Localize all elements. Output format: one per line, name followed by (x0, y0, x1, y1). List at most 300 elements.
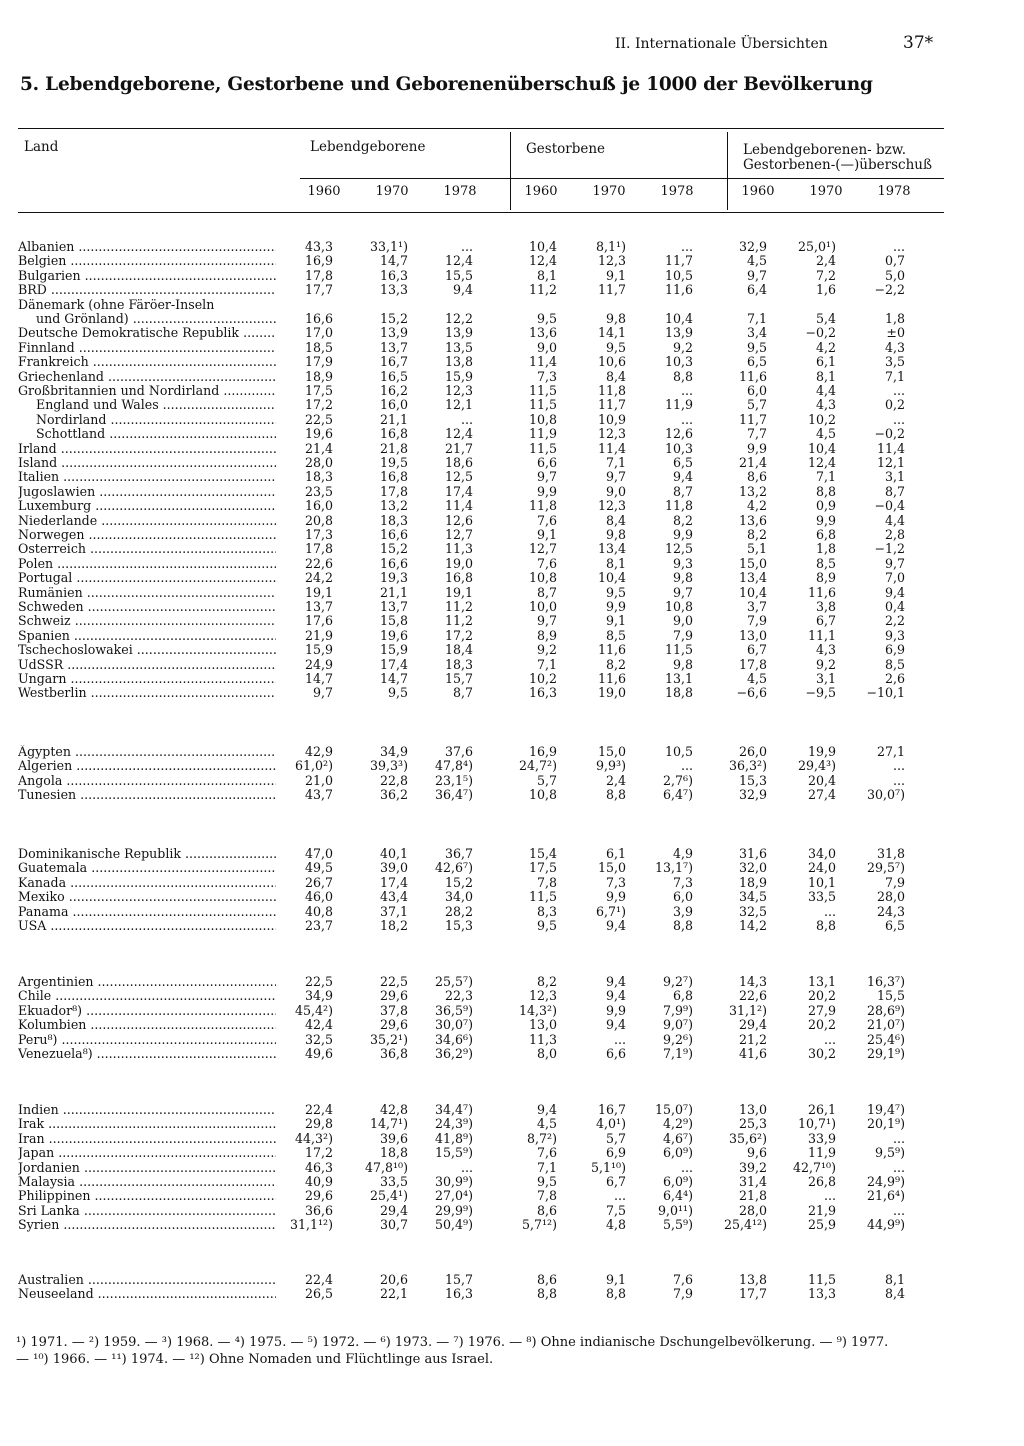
country-name: Dominikanische Republik ..... (18, 847, 276, 861)
value-cell: 43,3 (304, 239, 333, 254)
value-cell: 31,1¹²) (289, 1217, 333, 1233)
value-cell: 8,7 (884, 483, 905, 499)
value-cell: ... (613, 1188, 626, 1204)
value-cell: 4,5 (746, 671, 767, 686)
value-cell: 20,8 (304, 512, 333, 528)
year-header: 1960 (524, 184, 558, 199)
table-row (0, 1103, 1024, 1117)
value-cell: 10,9 (597, 411, 626, 427)
table-row (0, 427, 1024, 441)
value-cell: 12,3 (597, 253, 626, 269)
value-cell: 25,5⁷) (434, 974, 473, 989)
value-cell: 11,7 (597, 282, 626, 298)
value-cell: 21,9 (807, 1202, 836, 1218)
value-cell: 31,6 (738, 846, 767, 861)
value-cell: 12,1 (444, 397, 473, 413)
value-cell: 36,7 (444, 846, 473, 861)
value-cell: 2,4 (815, 253, 836, 269)
value-cell: 7,0 (884, 570, 905, 586)
value-cell: 6,6 (536, 455, 557, 470)
value-cell: 9,9 (672, 527, 693, 542)
value-cell: 22,1 (379, 1286, 408, 1302)
table-row (0, 1117, 1024, 1131)
country-name: Österreich ..... (18, 542, 276, 556)
value-cell: 8,6 (746, 469, 767, 485)
country-name: Westberlin ..... (18, 686, 276, 700)
value-cell: 4,2⁹) (663, 1116, 693, 1132)
value-cell: ... (680, 239, 693, 254)
table-row (0, 658, 1024, 672)
value-cell: 16,3 (444, 1286, 473, 1302)
value-cell: 9,3 (672, 555, 693, 571)
value-cell: 17,4 (379, 656, 408, 672)
running-header: II. Internationale Übersichten (615, 36, 828, 52)
value-cell: 9,6 (746, 1145, 767, 1161)
value-cell: 36,3²) (728, 758, 767, 774)
value-cell: 9,2 (536, 642, 557, 658)
table-row (0, 1146, 1024, 1160)
value-cell: 1,8 (884, 311, 905, 326)
value-cell: 6,7 (605, 1174, 626, 1189)
value-cell: 11,9 (807, 1145, 836, 1161)
value-cell: ... (460, 239, 473, 254)
country-name: Griechenland ..... (18, 370, 276, 384)
value-cell: 11,5 (528, 397, 557, 413)
value-cell: 8,2 (605, 656, 626, 672)
value-cell: 7,9 (884, 874, 905, 890)
value-cell: 8,2 (536, 974, 557, 989)
value-cell: 11,7 (738, 411, 767, 427)
table-row (0, 643, 1024, 657)
country-name: Schweden ..... (18, 600, 276, 614)
value-cell: −0,2 (805, 325, 836, 341)
value-cell: 13,8 (738, 1272, 767, 1287)
value-cell: 29,9⁹) (434, 1202, 473, 1218)
column-header-ueberschuss-line2: Gestorbenen-(—)überschuß (743, 157, 932, 173)
value-cell: 9,0⁷) (663, 1017, 693, 1033)
value-cell: 9,8 (672, 570, 693, 586)
value-cell: 28,2 (444, 903, 473, 919)
table-row (0, 557, 1024, 571)
value-cell: 19,0 (444, 555, 473, 571)
value-cell: 28,0 (304, 455, 333, 470)
value-cell: 4,3 (815, 642, 836, 658)
value-cell: 36,8 (379, 1046, 408, 1061)
value-cell: 0,9 (815, 498, 836, 514)
value-cell: 21,9 (304, 627, 333, 643)
value-cell: 9,7 (312, 685, 333, 701)
value-cell: 21,0⁷) (866, 1017, 905, 1033)
value-cell: 35,2¹) (369, 1031, 408, 1047)
country-name: Portugal ..... (18, 571, 276, 585)
value-cell: 3,1 (815, 671, 836, 686)
value-cell: 39,6 (379, 1130, 408, 1146)
table-row (0, 672, 1024, 686)
value-cell: 10,3 (664, 440, 693, 456)
value-cell: −6,6 (736, 685, 767, 701)
value-cell: 18,5 (304, 339, 333, 355)
value-cell: 12,4 (444, 253, 473, 269)
value-cell: 23,5 (304, 483, 333, 499)
value-cell: 21,8 (379, 440, 408, 456)
country-name: Neuseeland ..... (18, 1287, 276, 1301)
value-cell: 4,4 (815, 383, 836, 398)
value-cell: 10,4 (807, 440, 836, 456)
value-cell: 9,1 (605, 613, 626, 629)
value-cell: 36,2⁹) (434, 1046, 473, 1061)
value-cell: 36,6 (304, 1202, 333, 1218)
value-cell: 13,3 (807, 1286, 836, 1302)
value-cell: 17,0 (304, 325, 333, 341)
top-rule (18, 128, 944, 129)
table-row (0, 413, 1024, 427)
value-cell: 21,8 (738, 1188, 767, 1204)
value-cell: 16,7 (597, 1102, 626, 1117)
value-cell: 4,5 (815, 426, 836, 442)
value-cell: 9,4 (605, 974, 626, 989)
value-cell: 11,6 (664, 282, 693, 298)
value-cell: 17,7 (304, 282, 333, 298)
value-cell: 8,8 (672, 368, 693, 384)
value-cell: 9,3 (884, 627, 905, 643)
value-cell: 2,2 (884, 613, 905, 629)
value-cell: 2,7⁶) (663, 772, 693, 788)
value-cell: 8,5 (815, 555, 836, 571)
value-cell: 11,8 (528, 498, 557, 514)
value-cell: −10,1 (866, 685, 905, 701)
value-cell: 18,3 (379, 512, 408, 528)
value-cell: 31,8 (876, 846, 905, 861)
value-cell: 6,0⁹) (663, 1174, 693, 1189)
value-cell: 15,8 (379, 613, 408, 629)
year-header: 1978 (443, 184, 477, 199)
value-cell: 9,7 (536, 613, 557, 629)
country-name: Ekuador⁸) ..... (18, 1004, 276, 1018)
table-row (0, 586, 1024, 600)
value-cell: 26,0 (738, 744, 767, 759)
value-cell: 22,5 (304, 974, 333, 989)
value-cell: 19,9 (807, 744, 836, 759)
year-header: 1960 (307, 184, 341, 199)
value-cell: 17,2 (304, 1145, 333, 1161)
value-cell: 8,7 (536, 584, 557, 600)
column-divider (510, 132, 511, 210)
value-cell: 19,3 (379, 570, 408, 586)
value-cell: 10,6 (597, 354, 626, 370)
value-cell: 29,6 (379, 988, 408, 1004)
value-cell: 10,2 (528, 671, 557, 686)
value-cell: 30,0⁷) (434, 1017, 473, 1033)
value-cell: 29,4 (379, 1202, 408, 1218)
value-cell: 8,8 (605, 1286, 626, 1302)
country-name: Norwegen ..... (18, 528, 276, 542)
footnote-line-1: ¹) 1971. — ²) 1959. — ³) 1968. — ⁴) 1975. — ⁵) 1972. — ⁶) 1973. — ⁷) 1976. — ⁸) Ohne indianische Dschungelbevölkerung. — ⁹) 1977. (16, 1335, 889, 1350)
value-cell: 4,2 (815, 339, 836, 355)
country-name: Ungarn ..... (18, 672, 276, 686)
value-cell: 11,5 (528, 440, 557, 456)
value-cell: 9,7 (536, 469, 557, 485)
value-cell: 24,9 (304, 656, 333, 672)
value-cell: 10,4 (738, 584, 767, 600)
value-cell: 13,7 (379, 599, 408, 614)
value-cell: 8,1 (536, 267, 557, 283)
value-cell: 12,6 (444, 512, 473, 528)
value-cell: 33,5 (807, 889, 836, 905)
table-row (0, 269, 1024, 283)
value-cell: 9,8 (672, 656, 693, 672)
head-bottom-rule (18, 212, 944, 213)
value-cell: 1,8 (815, 541, 836, 557)
value-cell: 32,0 (738, 860, 767, 876)
value-cell: 7,6 (672, 1272, 693, 1287)
value-cell: 6,4⁷) (663, 787, 693, 803)
value-cell: 9,9 (605, 1002, 626, 1018)
value-cell: 10,7¹) (797, 1116, 836, 1132)
table-row (0, 919, 1024, 933)
value-cell: 6,9 (884, 642, 905, 658)
value-cell: 5,7¹²) (521, 1217, 557, 1233)
value-cell: 42,9 (304, 744, 333, 759)
value-cell: 7,1 (536, 1159, 557, 1175)
value-cell: 21,4 (738, 455, 767, 470)
value-cell: 21,4 (304, 440, 333, 456)
value-cell: 12,5 (664, 541, 693, 557)
value-cell: ... (823, 1188, 836, 1204)
value-cell: 31,1²) (728, 1002, 767, 1018)
value-cell: 7,9 (672, 1286, 693, 1302)
country-name: Großbritannien und Nordirland ..... (18, 384, 276, 398)
value-cell: 12,3 (444, 383, 473, 398)
value-cell: 2,8 (884, 527, 905, 542)
value-cell: 27,4 (807, 787, 836, 803)
value-cell: ... (892, 383, 905, 398)
country-name: Kolumbien ..... (18, 1018, 276, 1032)
value-cell: 11,2 (528, 282, 557, 298)
value-cell: 19,6 (379, 627, 408, 643)
country-name: Mexiko ..... (18, 890, 276, 904)
value-cell: 9,4 (605, 988, 626, 1004)
value-cell: 14,1 (597, 325, 626, 341)
value-cell: 8,1 (815, 368, 836, 384)
country-name: Finnland ..... (18, 341, 276, 355)
value-cell: 45,4²) (294, 1002, 333, 1018)
country-name: Frankreich ..... (18, 355, 276, 369)
value-cell: 12,7 (444, 527, 473, 542)
value-cell: 12,7 (528, 541, 557, 557)
value-cell: 10,8 (528, 411, 557, 427)
value-cell: 17,3 (304, 527, 333, 542)
value-cell: 23,1⁵) (434, 772, 473, 788)
table-row (0, 528, 1024, 542)
value-cell: 7,8 (536, 1188, 557, 1204)
table-row (0, 542, 1024, 556)
table-row (0, 788, 1024, 802)
value-cell: 5,1¹⁰) (590, 1159, 626, 1175)
value-cell: 42,8 (379, 1102, 408, 1117)
value-cell: 9,1 (605, 267, 626, 283)
value-cell: 16,6 (379, 555, 408, 571)
value-cell: 8,8 (672, 918, 693, 933)
value-cell: 39,2 (738, 1159, 767, 1175)
table-row (0, 975, 1024, 989)
value-cell: ... (823, 903, 836, 919)
table-title: 5. Lebendgeborene, Gestorbene und Geborenenüberschuß je 1000 der Bevölkerung (20, 74, 873, 95)
value-cell: 9,2⁷) (663, 974, 693, 989)
value-cell: 10,5 (664, 267, 693, 283)
table-row (0, 774, 1024, 788)
value-cell: 47,8⁴) (434, 758, 473, 774)
value-cell: 14,3 (738, 974, 767, 989)
value-cell: ... (680, 1159, 693, 1175)
value-cell: −0,2 (874, 426, 905, 442)
value-cell: 7,1⁹) (663, 1046, 693, 1061)
year-header: 1978 (877, 184, 911, 199)
value-cell: 27,9 (807, 1002, 836, 1018)
value-cell: 37,1 (379, 903, 408, 919)
value-cell: 15,5⁹) (434, 1145, 473, 1161)
value-cell: ... (892, 758, 905, 774)
value-cell: 9,4 (452, 282, 473, 298)
year-header: 1960 (741, 184, 775, 199)
value-cell: 49,5 (304, 860, 333, 876)
value-cell: 29,5⁷) (866, 860, 905, 876)
value-cell: ±0 (886, 325, 905, 341)
country-name: Tschechoslowakei ..... (18, 643, 276, 657)
value-cell: 29,6 (379, 1017, 408, 1033)
country-name: Schottland ..... (36, 427, 276, 441)
value-cell: 14,7 (304, 671, 333, 686)
value-cell: 11,1 (807, 627, 836, 643)
value-cell: 46,3 (304, 1159, 333, 1175)
value-cell: 47,0 (304, 846, 333, 861)
table-row (0, 254, 1024, 268)
value-cell: 33,9 (807, 1130, 836, 1146)
value-cell: 33,1¹) (369, 239, 408, 254)
value-cell: 13,9 (444, 325, 473, 341)
value-cell: 44,9⁹) (866, 1217, 905, 1233)
country-name: Bulgarien ..... (18, 269, 276, 283)
value-cell: 6,0 (746, 383, 767, 398)
value-cell: −1,2 (874, 541, 905, 557)
value-cell: 22,5 (304, 411, 333, 427)
value-cell: 17,8 (379, 483, 408, 499)
value-cell: ... (892, 411, 905, 427)
value-cell: 24,7²) (518, 758, 557, 774)
value-cell: 36,4⁷) (434, 787, 473, 803)
country-name: Deutsche Demokratische Republik ..... (18, 326, 276, 340)
value-cell: 6,6 (605, 1046, 626, 1061)
value-cell: 12,1 (876, 455, 905, 470)
year-header: 1970 (809, 184, 843, 199)
table-row (0, 890, 1024, 904)
value-cell: 14,2 (738, 918, 767, 933)
country-name: Spanien ..... (18, 629, 276, 643)
value-cell: 9,9 (536, 483, 557, 499)
value-cell: 15,7 (444, 1272, 473, 1287)
country-name: Guatemala ..... (18, 861, 276, 875)
value-cell: 15,2 (379, 311, 408, 326)
value-cell: 9,7 (672, 584, 693, 600)
table-row (0, 470, 1024, 484)
value-cell: 11,6 (597, 671, 626, 686)
value-cell: 41,8⁹) (434, 1130, 473, 1146)
value-cell: 9,0 (536, 339, 557, 355)
value-cell: 4,8 (605, 1217, 626, 1233)
value-cell: 30,2 (807, 1046, 836, 1061)
value-cell: 13,9 (664, 325, 693, 341)
value-cell: 9,9 (815, 512, 836, 528)
value-cell: 16,3 (379, 267, 408, 283)
column-header-gestorbene: Gestorbene (526, 141, 606, 157)
table-row (0, 240, 1024, 254)
value-cell: 11,4 (528, 354, 557, 370)
value-cell: 32,9 (738, 239, 767, 254)
value-cell: 20,1⁹) (866, 1116, 905, 1132)
value-cell: 17,4 (379, 874, 408, 890)
value-cell: 6,5 (672, 455, 693, 470)
value-cell: 8,8 (815, 918, 836, 933)
value-cell: 4,4 (884, 512, 905, 528)
value-cell: 7,8 (536, 874, 557, 890)
value-cell: 4,0¹) (596, 1116, 626, 1132)
country-name: Jordanien ..... (18, 1161, 276, 1175)
value-cell: 18,8 (379, 1145, 408, 1161)
value-cell: 16,8 (379, 469, 408, 485)
value-cell: 8,1 (605, 555, 626, 571)
value-cell: 8,2 (746, 527, 767, 542)
value-cell: 3,4 (746, 325, 767, 341)
year-header: 1970 (592, 184, 626, 199)
value-cell: 9,8 (605, 311, 626, 326)
value-cell: 16,5 (379, 368, 408, 384)
value-cell: 2,4 (605, 772, 626, 788)
value-cell: 19,1 (304, 584, 333, 600)
value-cell: 9,2 (672, 339, 693, 355)
value-cell: 9,1 (605, 1272, 626, 1287)
table-row (0, 905, 1024, 919)
value-cell: 15,9 (304, 642, 333, 658)
table-row (0, 876, 1024, 890)
value-cell: 4,9 (672, 846, 693, 861)
value-cell: 12,6 (664, 426, 693, 442)
value-cell: 13,4 (738, 570, 767, 586)
value-cell: 17,9 (304, 354, 333, 370)
value-cell: 9,5 (536, 918, 557, 933)
country-name: Luxemburg ..... (18, 499, 276, 513)
value-cell: 17,8 (304, 541, 333, 557)
value-cell: 0,7 (884, 253, 905, 269)
value-cell: 0,4 (884, 599, 905, 614)
value-cell: 11,5 (528, 889, 557, 905)
value-cell: ... (892, 1202, 905, 1218)
value-cell: 10,4 (528, 239, 557, 254)
table-row (0, 1189, 1024, 1203)
value-cell: 15,2 (379, 541, 408, 557)
value-cell: 40,9 (304, 1174, 333, 1189)
value-cell: 6,8 (672, 988, 693, 1004)
value-cell: 5,7 (536, 772, 557, 788)
value-cell: 16,0 (304, 498, 333, 514)
value-cell: 13,1 (664, 671, 693, 686)
value-cell: 1,6 (815, 282, 836, 298)
value-cell: 12,3 (597, 498, 626, 514)
value-cell: 19,5 (379, 455, 408, 470)
value-cell: 7,1 (815, 469, 836, 485)
value-cell: 40,1 (379, 846, 408, 861)
value-cell: 9,9³) (596, 758, 626, 774)
value-cell: 15,4 (528, 846, 557, 861)
value-cell: 12,5 (444, 469, 473, 485)
